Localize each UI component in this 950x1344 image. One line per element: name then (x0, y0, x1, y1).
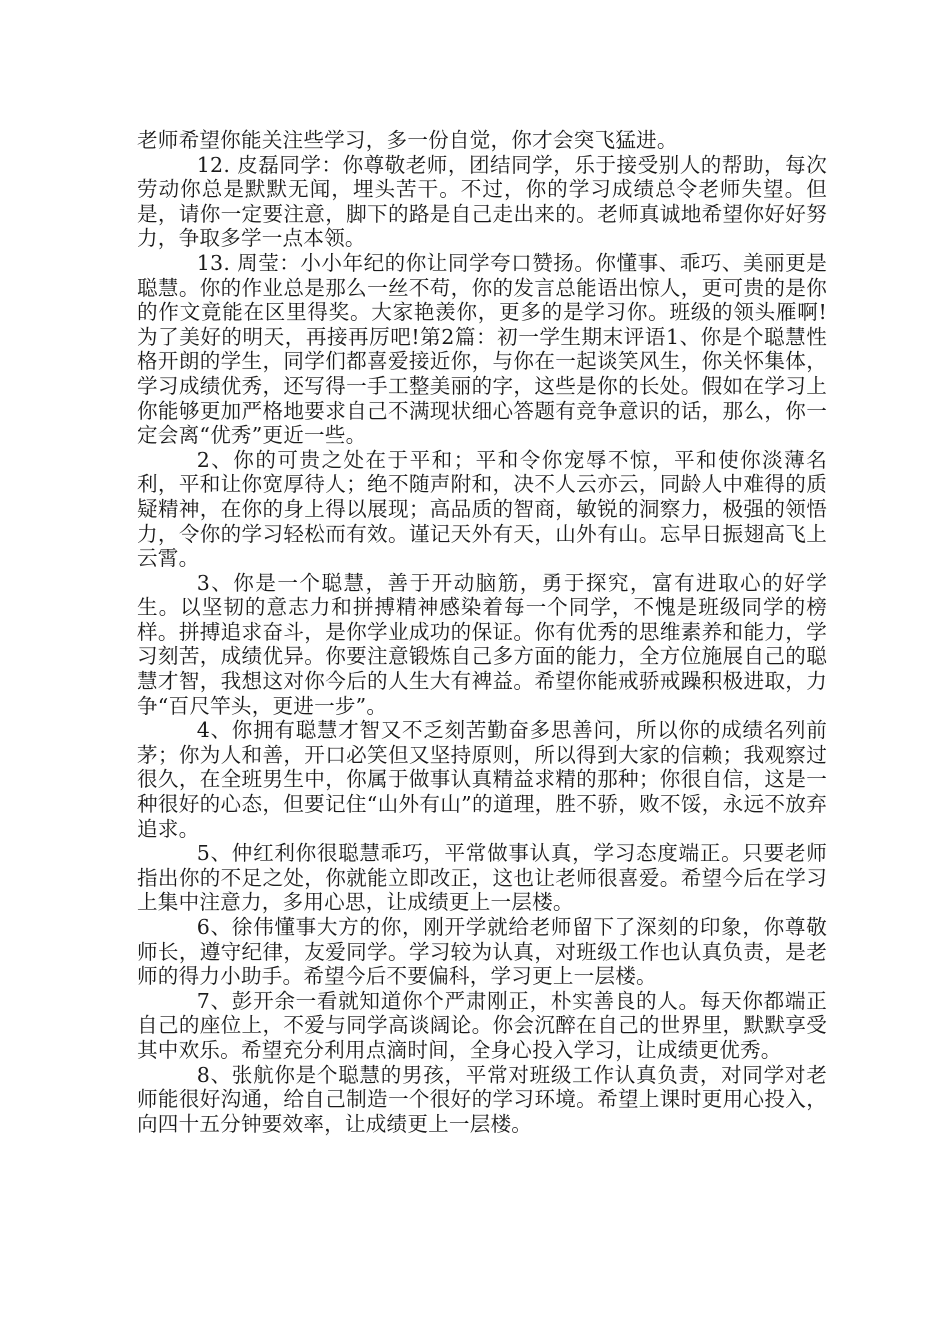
paragraph-8: 7、彭开余一看就知道你个严肃刚正，朴实善良的人。每天你都端正自己的座位上，不爱与同学高谈阔论。你会沉醉在自己的世界里，默默享受其中欢乐。希望充分利用点滴时间，全身心投入学习，让成绩更优秀。 (137, 988, 827, 1062)
paragraph-1: 12. 皮磊同学：你尊敬老师，团结同学，乐于接受别人的帮助，每次劳动你总是默默无闻，埋头苦干。不过，你的学习成绩总令老师失望。但是，请你一定要注意，脚下的路是自己走出来的。老师真诚地希望你好好努力，争取多学一点本领。 (137, 152, 827, 251)
document-body (137, 128, 827, 1136)
paragraph-7: 6、徐伟懂事大方的你，刚开学就给老师留下了深刻的印象，你尊敬师长，遵守纪律，友爱同学。学习较为认真，对班级工作也认真负责，是老师的得力小助手。希望今后不要偏科，学习更上一层楼。 (137, 915, 827, 989)
paragraph-2: 13. 周莹：小小年纪的你让同学夸口赞扬。你懂事、乖巧、美丽更是聪慧。你的作业总是那么一丝不苟，你的发言总能语出惊人，更可贵的是你的作文竟能在区里得奖。大家艳羡你，更多的是学习你。班级的领头雁啊!为了美好的明天，再接再厉吧!第2篇：初一学生期末评语1、你是个聪慧性格开朗的学生，同学们都喜爱接近你，与你在一起谈笑风生，你关怀集体，学习成绩优秀，还写得一手工整美丽的字，这些是你的长处。假如在学习上你能够更加严格地要求自己不满现状细心答题有竞争意识的话，那么，你一定会离“优秀”更近一些。 (137, 250, 827, 448)
paragraph-4: 3、你是一个聪慧，善于开动脑筋，勇于探究，富有进取心的好学生。以坚韧的意志力和拼搏精神感染着每一个同学，不愧是班级同学的榜样。拼搏追求奋斗，是你学业成功的保证。你有优秀的思维素养和能力，学习刻苦，成绩优异。你要注意锻炼自己多方面的能力，全方位施展自己的聪慧才智，我想这对你今后的人生大有裨益。希望你能戒骄戒躁积极进取，力争“百尺竿头，更进一步”。 (137, 570, 827, 718)
paragraph-5: 4、你拥有聪慧才智又不乏刻苦勤奋多思善问，所以你的成绩名列前茅；你为人和善，开口必笑但又坚持原则，所以得到大家的信赖；我观察过很久，在全班男生中，你属于做事认真精益求精的那种；你很自信，这是一种很好的心态，但要记住“山外有山”的道理，胜不骄，败不馁，永远不放弃追求。 (137, 718, 827, 841)
paragraph-6: 5、仲红利你很聪慧乖巧，平常做事认真，学习态度端正。只要老师指出你的不足之处，你就能立即改正，这也让老师很喜爱。希望今后在学习上集中注意力，多用心思，让成绩更上一层楼。 (137, 841, 827, 915)
paragraph-0: 老师希望你能关注些学习，多一份自觉，你才会突飞猛进。 (137, 128, 678, 152)
paragraph-9: 8、张航你是个聪慧的男孩，平常对班级工作认真负责，对同学对老师能很好沟通，给自己制造一个很好的学习环境。希望上课时更用心投入，向四十五分钟要效率，让成绩更上一层楼。 (137, 1062, 827, 1136)
paragraph-3: 2、你的可贵之处在于平和；平和令你宠辱不惊，平和使你淡薄名利，平和让你宽厚待人；绝不随声附和，决不人云亦云，同龄人中难得的质疑精神，在你的身上得以展现；高品质的智商，敏锐的洞察力，极强的领悟力，令你的学习轻松而有效。谨记天外有天，山外有山。忘早日振翅高飞上云霄。 (137, 447, 827, 571)
